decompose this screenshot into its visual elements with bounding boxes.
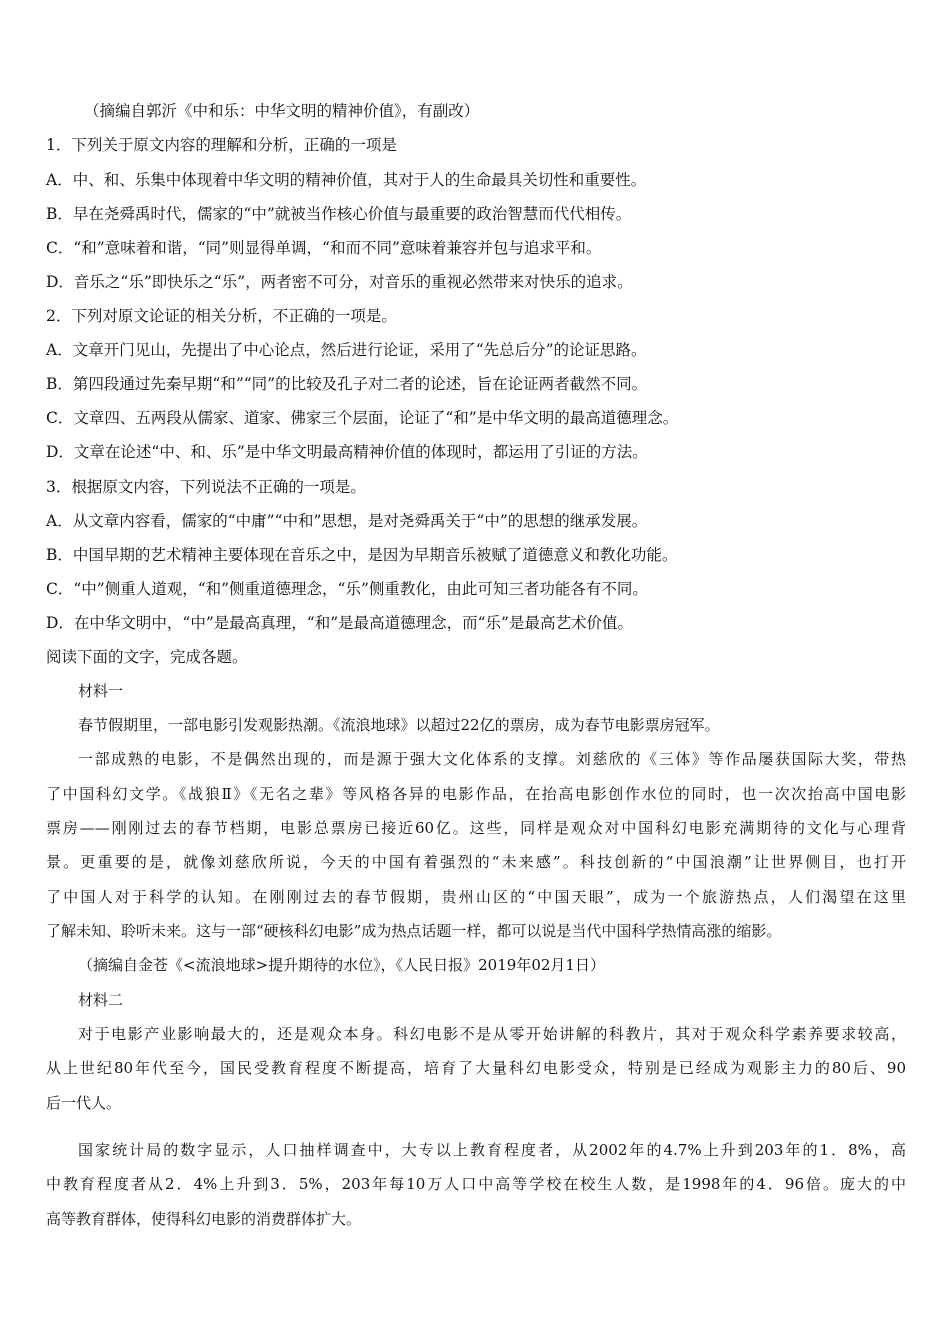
material-2-paragraph-1-line: 后一代人。 bbox=[46, 1094, 122, 1112]
question-3-option-d: D．在中华文明中，“中”是最高真理，“和”是最高道德理念，而“乐”是最高艺术价值。 bbox=[46, 614, 633, 632]
material-2-heading: 材料二 bbox=[78, 991, 124, 1009]
question-2-option-d: D．文章在论述“中、和、乐”是中华文明最高精神价值的体现时，都运用了引证的方法。 bbox=[46, 443, 648, 461]
question-1-option-d: D．音乐之“乐”即快乐之“乐”，两者密不可分，对音乐的重视必然带来对快乐的追求。 bbox=[46, 273, 633, 291]
material-2-paragraph-1-line: 对于电影产业影响最大的，还是观众本身。科幻电影不是从零开始讲解的科教片，其对于观众科学素养要求较高， bbox=[78, 1025, 906, 1043]
material-1-source: （摘编自金苍《<流浪地球>提升期待的水位》，《人民日报》2019年02月1日） bbox=[78, 956, 605, 974]
material-1-paragraph-2-line: 票房——刚刚过去的春节档期，电影总票房已接近60亿。这些，同样是观众对中国科幻电影充满期待的文化与心理背 bbox=[46, 819, 906, 837]
material-1-paragraph-2-line: 了中国人对于科学的认知。在刚刚过去的春节假期，贵州山区的“中国天眼”，成为一个旅游热点，人们渴望在这里 bbox=[46, 888, 906, 906]
material-1-paragraph-2-line: 景。更重要的是，就像刘慈欣所说，今天的中国有着强烈的“未来感”。科技创新的“中国浪潮”让世界侧目，也打开 bbox=[46, 853, 906, 871]
question-3-option-a: A．从文章内容看，儒家的“中庸”“中和”思想，是对尧舜禹关于“中”的思想的继承发展。 bbox=[46, 512, 648, 530]
question-2-stem: 2．下列对原文论证的相关分析，不正确的一项是。 bbox=[46, 307, 397, 325]
material-1-paragraph-2-line: 了解未知、聆听未来。这与一部“硬核科幻电影”成为热点话题一样，都可以说是当代中国科学热情高涨的缩影。 bbox=[46, 922, 782, 940]
question-3-stem: 3．根据原文内容，下列说法不正确的一项是。 bbox=[46, 478, 366, 496]
material-2-paragraph-2-line: 国家统计局的数字显示，人口抽样调查中，大专以上教育程度者，从2002年的4.7%上升到203年的1．8%，高 bbox=[78, 1141, 906, 1159]
question-2-option-b: B．第四段通过先秦早期“和”“同”的比较及孔子对二者的论述，旨在论证两者截然不同。 bbox=[46, 375, 648, 393]
source-citation-top: （摘编自郭沂《中和乐：中华文明的精神价值》，有副改） bbox=[84, 102, 480, 120]
question-1-stem: 1．下列关于原文内容的理解和分析，正确的一项是 bbox=[46, 136, 397, 154]
question-1-option-b: B．早在尧舜禹时代，儒家的“中”就被当作核心价值与最重要的政治智慧而代代相传。 bbox=[46, 205, 632, 223]
reading-instruction: 阅读下面的文字，完成各题。 bbox=[46, 648, 248, 666]
material-1-paragraph-2-line: 一部成熟的电影，不是偶然出现的，而是源于强大文化体系的支撑。刘慈欣的《三体》等作品屡获国际大奖，带热 bbox=[78, 750, 906, 768]
question-3-option-c: C．“中”侧重人道观，“和”侧重道德理念，“乐”侧重教化，由此可知三者功能各有不同。 bbox=[46, 580, 648, 598]
question-1-option-c: C．“和”意味着和谐，“同”则显得单调，“和而不同”意味着兼容并包与追求平和。 bbox=[46, 239, 602, 257]
question-2-option-a: A．文章开门见山，先提出了中心论点，然后进行论证，采用了“先总后分”的论证思路。 bbox=[46, 341, 647, 359]
question-1-option-a: A．中、和、乐集中体现着中华文明的精神价值，其对于人的生命最具关切性和重要性。 bbox=[46, 171, 647, 189]
material-2-paragraph-2-line: 中教育程度者从2．4%上升到3．5%，203年每10万人口中高等学校在校生人数，是1998年的4．96倍。庞大的中 bbox=[46, 1175, 906, 1193]
question-3-option-b: B．中国早期的艺术精神主要体现在音乐之中，是因为早期音乐被赋了道德意义和教化功能。 bbox=[46, 546, 678, 564]
material-2-paragraph-2-line: 高等教育群体，使得科幻电影的消费群体扩大。 bbox=[46, 1210, 362, 1228]
material-2-paragraph-1-line: 从上世纪80年代至今，国民受教育程度不断提高，培育了大量科幻电影受众，特别是已经成为观影主力的80后、90 bbox=[46, 1059, 906, 1077]
question-2-option-c: C．文章四、五两段从儒家、道家、佛家三个层面，论证了“和”是中华文明的最高道德理念。 bbox=[46, 409, 679, 427]
material-1-heading: 材料一 bbox=[78, 682, 124, 700]
material-1-paragraph-1: 春节假期里，一部电影引发观影热潮。《流浪地球》以超过22亿的票房，成为春节电影票房冠军。 bbox=[78, 716, 720, 734]
material-1-paragraph-2-line: 了中国科幻文学。《战狼Ⅱ》《无名之辈》等风格各异的电影作品，在抬高电影创作水位的同时，也一次次抬高中国电影 bbox=[46, 785, 906, 803]
